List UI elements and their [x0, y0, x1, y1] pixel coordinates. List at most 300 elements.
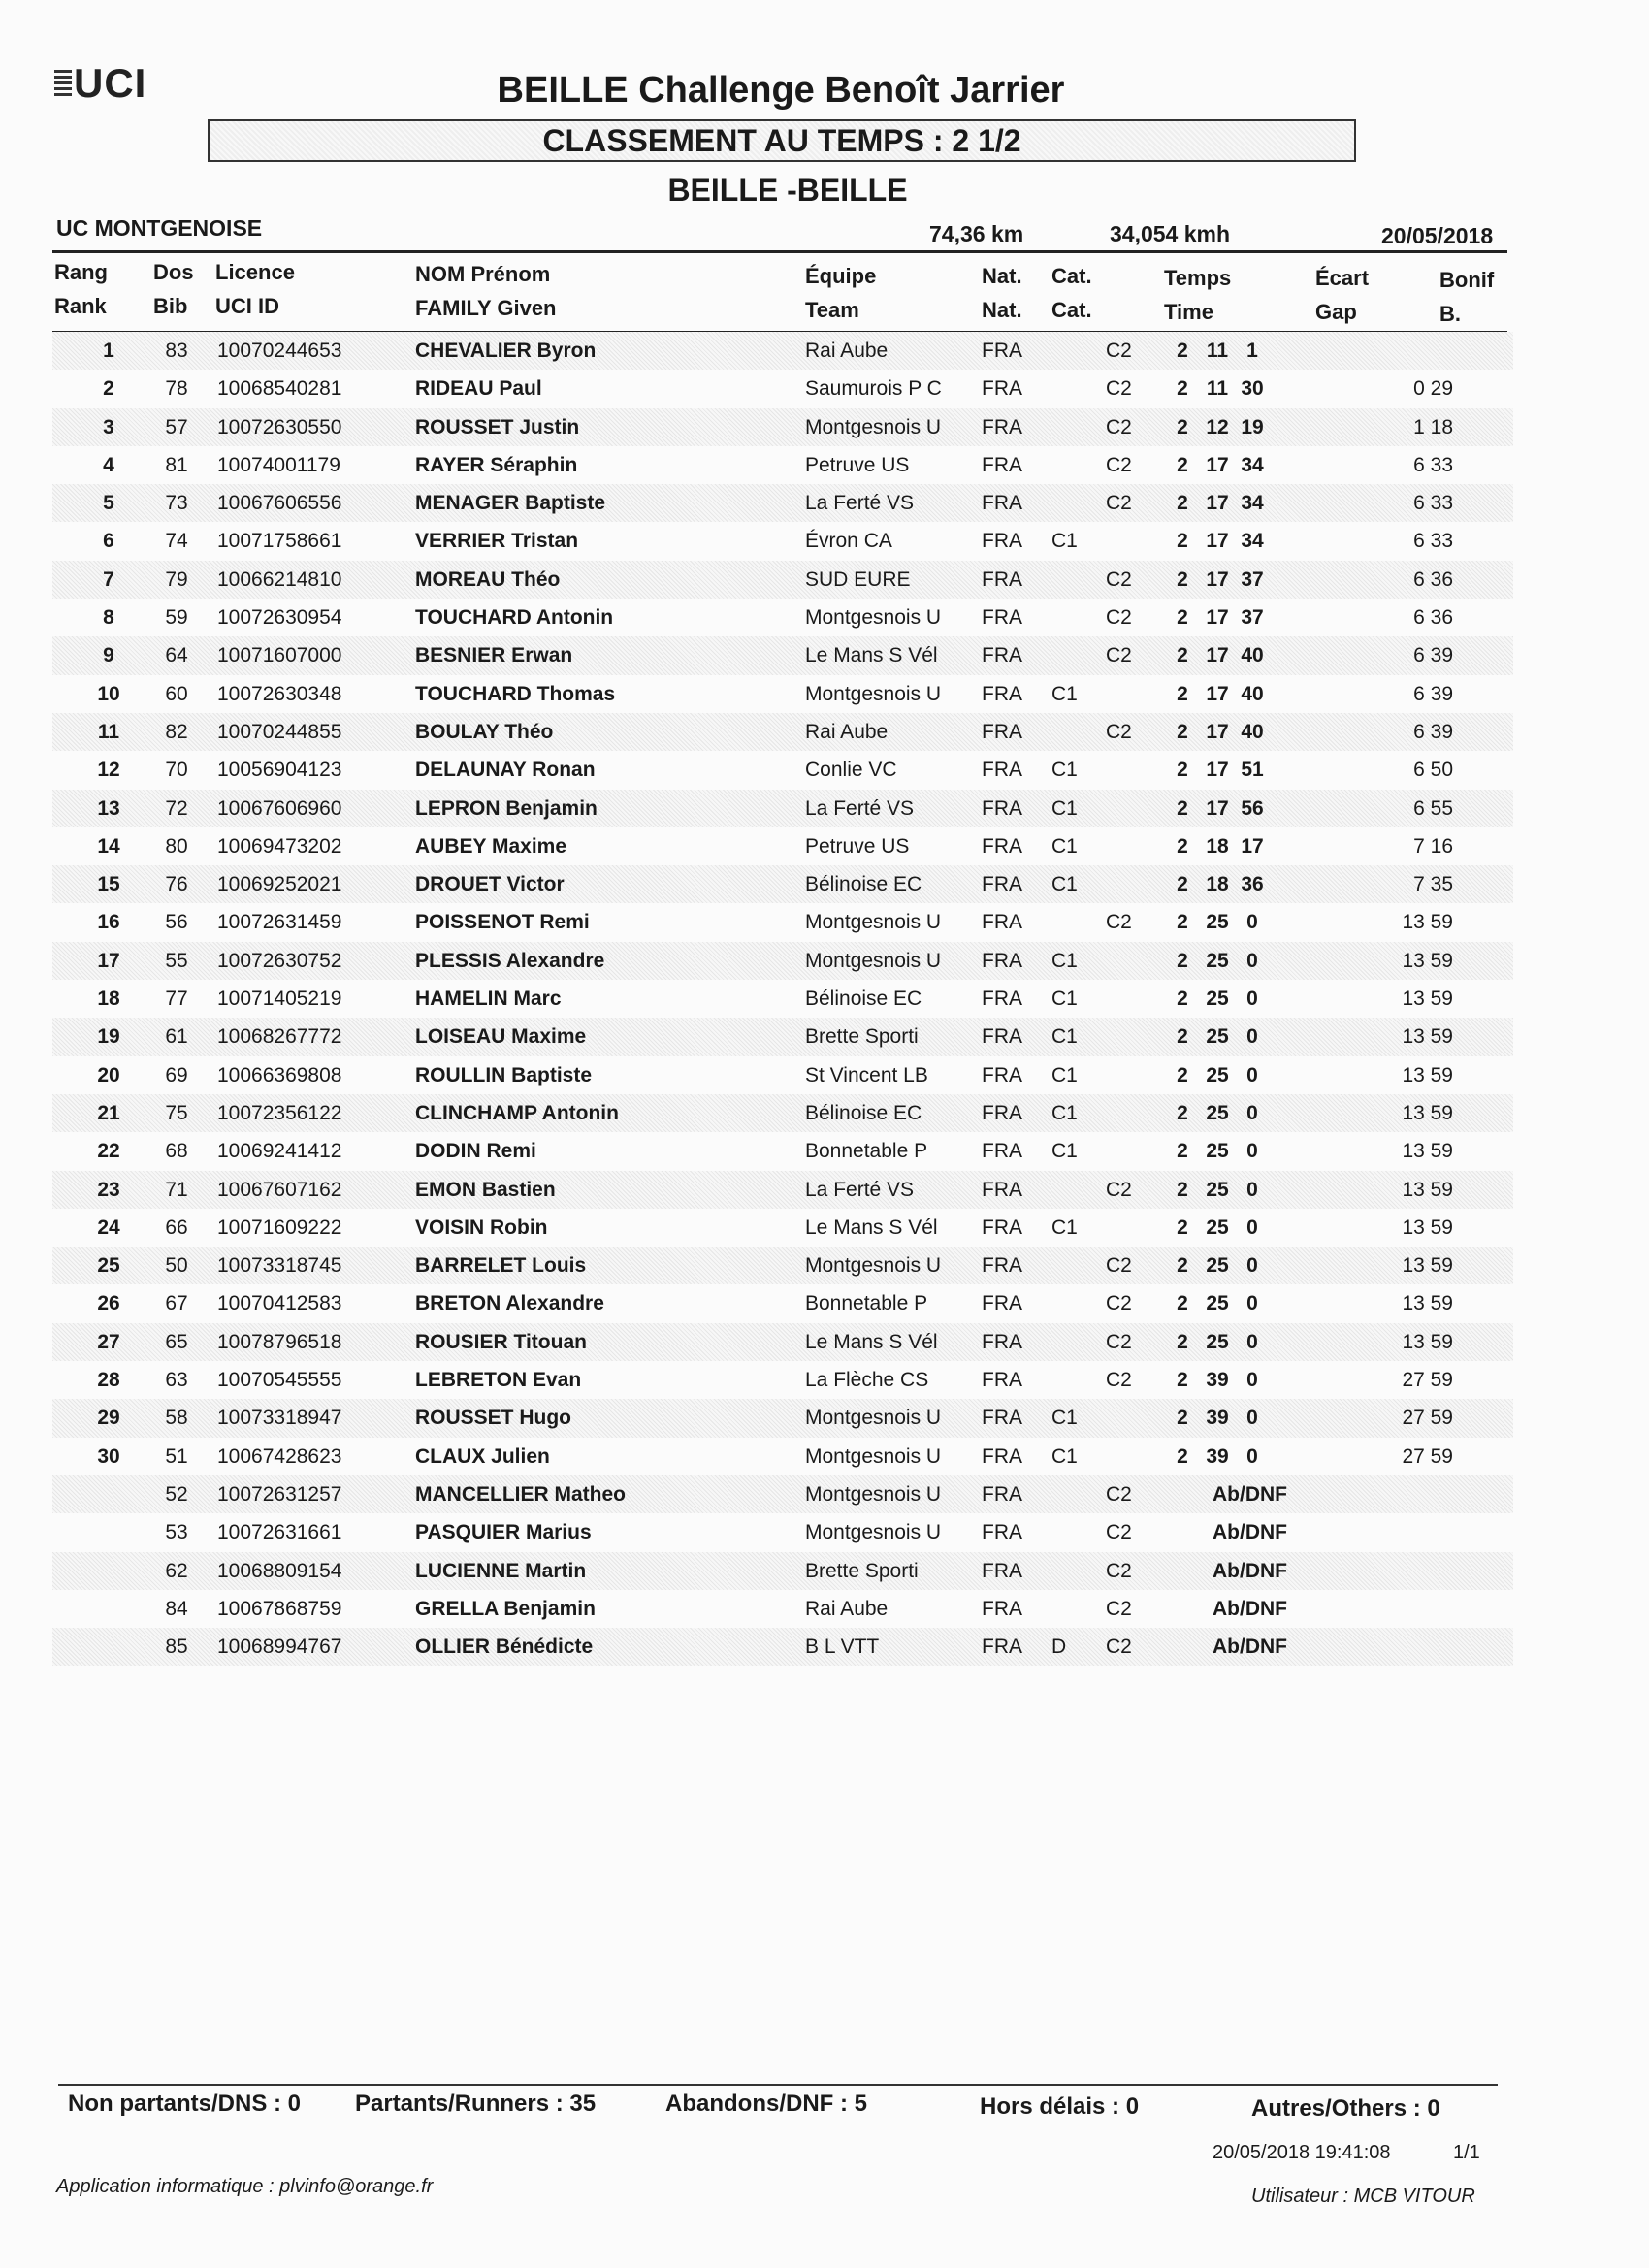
licence-cell: 10067868759 — [217, 1597, 342, 1620]
nationality-cell: FRA — [982, 377, 1022, 401]
time-seconds: 56 — [1241, 796, 1264, 820]
rank-cell: 18 — [97, 988, 120, 1011]
col-name-en: FAMILY Given — [415, 296, 557, 320]
time-seconds: 19 — [1241, 415, 1264, 438]
gap-cell: 27 59 — [1402, 1369, 1453, 1392]
time-hours: 2 — [1177, 682, 1188, 705]
gap-cell: 6 39 — [1413, 720, 1453, 743]
rider-name-cell: ROUSIER Titouan — [415, 1330, 587, 1353]
category-secondary-cell: C2 — [1106, 340, 1132, 362]
rank-cell: 2 — [103, 377, 114, 401]
category-primary-cell: C1 — [1051, 1025, 1078, 1049]
category-secondary-cell: C2 — [1106, 377, 1132, 401]
team-cell: Bonnetable P — [805, 1140, 928, 1163]
col-bonif-en: B. — [1439, 302, 1461, 326]
nationality-cell: FRA — [982, 1292, 1022, 1315]
team-cell: Le Mans S Vél — [805, 1330, 938, 1353]
bib-cell: 53 — [165, 1521, 188, 1544]
time-seconds: 17 — [1241, 834, 1264, 858]
gap-cell: 6 50 — [1413, 759, 1453, 782]
category-secondary-cell: C2 — [1106, 644, 1132, 667]
gap-cell: 13 59 — [1402, 1025, 1453, 1049]
time-minutes: 25 — [1206, 1063, 1229, 1086]
nationality-cell: FRA — [982, 682, 1022, 705]
table-row — [52, 522, 1513, 560]
rank-cell: 10 — [97, 682, 120, 705]
time-minutes: 11 — [1206, 377, 1229, 401]
category-secondary-cell: C2 — [1106, 1521, 1132, 1544]
table-row — [52, 1018, 1513, 1055]
licence-cell: 10069252021 — [217, 873, 342, 896]
licence-cell: 10070412583 — [217, 1292, 342, 1315]
team-cell: La Ferté VS — [805, 492, 915, 515]
team-cell: Montgesnois U — [805, 1444, 942, 1468]
category-primary-cell: C1 — [1051, 796, 1078, 820]
nationality-cell: FRA — [982, 1444, 1022, 1468]
table-row — [52, 1399, 1513, 1437]
time-minutes: 39 — [1206, 1407, 1229, 1430]
category-secondary-cell: C2 — [1106, 1636, 1132, 1659]
logo-text: UCI — [74, 60, 147, 106]
table-row — [52, 942, 1513, 980]
app-credit: Application informatique : plvinfo@orange.fr — [56, 2176, 434, 2197]
rider-name-cell: GRELLA Benjamin — [415, 1597, 596, 1620]
rider-name-cell: RAYER Séraphin — [415, 453, 578, 476]
gap-cell: 1 18 — [1413, 415, 1453, 438]
licence-cell: 10072630752 — [217, 949, 342, 972]
time-seconds: 40 — [1241, 644, 1264, 667]
table-row — [52, 599, 1513, 636]
table-row — [52, 790, 1513, 827]
category-primary-cell: C1 — [1051, 1140, 1078, 1163]
rider-name-cell: MOREAU Théo — [415, 567, 561, 591]
time-status: Ab/DNF — [1212, 1521, 1287, 1544]
rider-name-cell: VOISIN Robin — [415, 1215, 548, 1239]
team-cell: Petruve US — [805, 453, 910, 476]
rank-cell: 22 — [97, 1140, 120, 1163]
rider-name-cell: CHEVALIER Byron — [415, 340, 597, 362]
time-minutes: 25 — [1206, 911, 1229, 934]
bib-cell: 69 — [165, 1063, 188, 1086]
table-row — [52, 1438, 1513, 1475]
bib-cell: 58 — [165, 1407, 188, 1430]
col-team-en: Team — [805, 298, 859, 322]
bib-cell: 78 — [165, 377, 188, 401]
rider-name-cell: AUBEY Maxime — [415, 834, 567, 858]
time-hours: 2 — [1177, 1330, 1188, 1353]
rider-name-cell: BARRELET Louis — [415, 1254, 587, 1278]
category-secondary-cell: C2 — [1106, 1482, 1132, 1506]
team-cell: La Ferté VS — [805, 796, 915, 820]
time-hours: 2 — [1177, 1025, 1188, 1049]
gap-cell: 6 33 — [1413, 492, 1453, 515]
page-title: BEILLE Challenge Benoît Jarrier — [497, 70, 1065, 111]
category-secondary-cell: C2 — [1106, 567, 1132, 591]
team-cell: Montgesnois U — [805, 1521, 942, 1544]
table-row — [52, 1171, 1513, 1209]
rank-cell: 4 — [103, 453, 114, 476]
col-gap-fr: Écart — [1315, 266, 1370, 290]
time-hours: 2 — [1177, 720, 1188, 743]
licence-cell: 10073318947 — [217, 1407, 342, 1430]
rider-name-cell: HAMELIN Marc — [415, 988, 562, 1011]
category-primary-cell: C1 — [1051, 759, 1078, 782]
nationality-cell: FRA — [982, 796, 1022, 820]
col-bib-fr: Dos — [153, 260, 194, 284]
rank-cell: 12 — [97, 759, 120, 782]
table-row — [52, 1056, 1513, 1094]
col-nat-fr: Nat. — [982, 264, 1022, 288]
time-seconds: 34 — [1241, 453, 1264, 476]
rank-cell: 23 — [97, 1178, 120, 1201]
gap-cell: 13 59 — [1402, 1215, 1453, 1239]
bib-cell: 60 — [165, 682, 188, 705]
nationality-cell: FRA — [982, 1636, 1022, 1659]
time-seconds: 34 — [1241, 530, 1264, 553]
time-hours: 2 — [1177, 1369, 1188, 1392]
bib-cell: 76 — [165, 873, 188, 896]
race-date: 20/05/2018 — [1381, 223, 1494, 248]
licence-cell: 10068994767 — [217, 1636, 342, 1659]
bib-cell: 56 — [165, 911, 188, 934]
time-hours: 2 — [1177, 759, 1188, 782]
gap-cell: 27 59 — [1402, 1407, 1453, 1430]
category-primary-cell: C1 — [1051, 834, 1078, 858]
time-seconds: 0 — [1246, 1444, 1258, 1468]
time-seconds: 0 — [1246, 1178, 1258, 1201]
nationality-cell: FRA — [982, 1178, 1022, 1201]
category-secondary-cell: C2 — [1106, 1369, 1132, 1392]
time-hours: 2 — [1177, 1101, 1188, 1124]
licence-cell: 10070244855 — [217, 720, 342, 743]
time-hours: 2 — [1177, 873, 1188, 896]
race-distance: 74,36 km — [929, 221, 1024, 246]
table-row — [52, 1590, 1513, 1628]
time-minutes: 25 — [1206, 1140, 1229, 1163]
gap-cell: 13 59 — [1402, 988, 1453, 1011]
nationality-cell: FRA — [982, 1254, 1022, 1278]
time-hours: 2 — [1177, 1215, 1188, 1239]
gap-cell: 13 59 — [1402, 1330, 1453, 1353]
table-row — [52, 1475, 1513, 1513]
table-row — [52, 827, 1513, 865]
rider-name-cell: TOUCHARD Thomas — [415, 682, 616, 705]
bib-cell: 52 — [165, 1482, 188, 1506]
bib-cell: 55 — [165, 949, 188, 972]
category-secondary-cell: C2 — [1106, 1559, 1132, 1582]
table-row — [52, 1513, 1513, 1551]
team-cell: La Ferté VS — [805, 1178, 915, 1201]
table-row — [52, 408, 1513, 446]
rank-cell: 7 — [103, 567, 114, 591]
table-row — [52, 370, 1513, 407]
rider-name-cell: EMON Bastien — [415, 1178, 556, 1201]
team-cell: Montgesnois U — [805, 911, 942, 934]
time-status: Ab/DNF — [1212, 1482, 1287, 1506]
rank-cell: 16 — [97, 911, 120, 934]
category-primary-cell: C1 — [1051, 1407, 1078, 1430]
time-seconds: 0 — [1246, 1292, 1258, 1315]
nationality-cell: FRA — [982, 1063, 1022, 1086]
rank-cell: 19 — [97, 1025, 120, 1049]
rider-name-cell: DODIN Remi — [415, 1140, 536, 1163]
rank-cell: 1 — [103, 340, 114, 362]
category-primary-cell: C1 — [1051, 1063, 1078, 1086]
nationality-cell: FRA — [982, 988, 1022, 1011]
rank-cell: 28 — [97, 1369, 120, 1392]
licence-cell: 10074001179 — [217, 453, 340, 476]
rank-cell: 3 — [103, 415, 114, 438]
team-cell: Bélinoise EC — [805, 1101, 922, 1124]
nationality-cell: FRA — [982, 1407, 1022, 1430]
team-cell: Montgesnois U — [805, 1254, 942, 1278]
col-time-en: Time — [1164, 300, 1213, 324]
time-minutes: 25 — [1206, 1025, 1229, 1049]
col-bib-en: Bib — [153, 294, 188, 318]
bib-cell: 81 — [165, 453, 188, 476]
category-secondary-cell: C2 — [1106, 1330, 1132, 1353]
table-row — [52, 332, 1513, 370]
gap-cell: 6 55 — [1413, 796, 1453, 820]
rider-name-cell: MANCELLIER Matheo — [415, 1482, 626, 1506]
team-cell: Montgesnois U — [805, 682, 942, 705]
time-minutes: 17 — [1206, 759, 1229, 782]
time-hours: 2 — [1177, 1292, 1188, 1315]
team-cell: Le Mans S Vél — [805, 644, 938, 667]
rank-cell: 27 — [97, 1330, 120, 1353]
time-minutes: 17 — [1206, 796, 1229, 820]
team-cell: Montgesnois U — [805, 606, 942, 630]
licence-cell: 10071405219 — [217, 988, 342, 1011]
table-row — [52, 561, 1513, 599]
nationality-cell: FRA — [982, 1330, 1022, 1353]
licence-cell: 10072630954 — [217, 606, 342, 630]
time-hours: 2 — [1177, 1444, 1188, 1468]
nationality-cell: FRA — [982, 1025, 1022, 1049]
team-cell: St Vincent LB — [805, 1063, 928, 1086]
category-primary-cell: C1 — [1051, 1101, 1078, 1124]
time-minutes: 18 — [1206, 834, 1229, 858]
table-row — [52, 484, 1513, 522]
licence-cell: 10068540281 — [217, 377, 342, 401]
licence-cell: 10068267772 — [217, 1025, 342, 1049]
nationality-cell: FRA — [982, 911, 1022, 934]
rank-cell: 21 — [97, 1101, 120, 1124]
time-hours: 2 — [1177, 644, 1188, 667]
time-seconds: 37 — [1241, 606, 1264, 630]
team-cell: Montgesnois U — [805, 1407, 942, 1430]
category-primary-cell: C1 — [1051, 1444, 1078, 1468]
time-hours: 2 — [1177, 492, 1188, 515]
gap-cell: 13 59 — [1402, 1292, 1453, 1315]
rider-name-cell: ROUSSET Hugo — [415, 1407, 571, 1430]
time-minutes: 17 — [1206, 720, 1229, 743]
table-row — [52, 1552, 1513, 1590]
licence-cell: 10067606556 — [217, 492, 342, 515]
time-seconds: 36 — [1241, 873, 1264, 896]
team-cell: Le Mans S Vél — [805, 1215, 938, 1239]
time-status: Ab/DNF — [1212, 1559, 1287, 1582]
gap-cell: 13 59 — [1402, 949, 1453, 972]
licence-cell: 10072631459 — [217, 911, 342, 934]
average-speed: 34,054 kmh — [1110, 221, 1231, 246]
col-gap-en: Gap — [1315, 300, 1357, 324]
licence-cell: 10073318745 — [217, 1254, 342, 1278]
dns-count: Non partants/DNS : 0 — [68, 2090, 302, 2117]
gap-cell: 6 33 — [1413, 453, 1453, 476]
time-status: Ab/DNF — [1212, 1636, 1287, 1659]
nationality-cell: FRA — [982, 340, 1022, 362]
time-minutes: 25 — [1206, 1254, 1229, 1278]
rank-cell: 8 — [103, 606, 114, 630]
time-seconds: 0 — [1246, 988, 1258, 1011]
category-primary-cell: D — [1051, 1636, 1067, 1659]
team-cell: Montgesnois U — [805, 949, 942, 972]
time-hours: 2 — [1177, 415, 1188, 438]
time-hours: 2 — [1177, 988, 1188, 1011]
time-hours: 2 — [1177, 1140, 1188, 1163]
table-row — [52, 1132, 1513, 1170]
team-cell: SUD EURE — [805, 567, 911, 591]
gap-cell: 13 59 — [1402, 1101, 1453, 1124]
bib-cell: 64 — [165, 644, 188, 667]
licence-cell: 10067606960 — [217, 796, 342, 820]
licence-cell: 10072630550 — [217, 415, 342, 438]
licence-cell: 10070545555 — [217, 1369, 342, 1392]
nationality-cell: FRA — [982, 530, 1022, 553]
gap-cell: 13 59 — [1402, 1178, 1453, 1201]
time-seconds: 0 — [1246, 1101, 1258, 1124]
team-cell: La Flèche CS — [805, 1369, 929, 1392]
gap-cell: 13 59 — [1402, 1140, 1453, 1163]
table-row — [52, 751, 1513, 789]
col-licence-en: UCI ID — [215, 294, 279, 318]
time-hours: 2 — [1177, 377, 1188, 401]
team-cell: Conlie VC — [805, 759, 897, 782]
nationality-cell: FRA — [982, 720, 1022, 743]
time-hours: 2 — [1177, 567, 1188, 591]
licence-cell: 10072630348 — [217, 682, 342, 705]
rider-name-cell: PLESSIS Alexandre — [415, 949, 605, 972]
time-hours: 2 — [1177, 834, 1188, 858]
time-minutes: 39 — [1206, 1369, 1229, 1392]
bib-cell: 73 — [165, 492, 188, 515]
team-cell: Rai Aube — [805, 720, 889, 743]
rider-name-cell: VERRIER Tristan — [415, 530, 579, 553]
gap-cell: 7 16 — [1413, 834, 1453, 858]
nationality-cell: FRA — [982, 1482, 1022, 1506]
team-cell: Saumurois P C — [805, 377, 942, 401]
stage-name: BEILLE -BEILLE — [667, 173, 908, 208]
rider-name-cell: ROULLIN Baptiste — [415, 1063, 593, 1086]
time-hours: 2 — [1177, 949, 1188, 972]
table-row — [52, 1323, 1513, 1361]
rank-cell: 14 — [97, 834, 120, 858]
time-minutes: 25 — [1206, 949, 1229, 972]
team-cell: Montgesnois U — [805, 415, 942, 438]
col-time-fr: Temps — [1164, 266, 1232, 290]
table-row — [52, 980, 1513, 1018]
gap-cell: 6 39 — [1413, 682, 1453, 705]
nationality-cell: FRA — [982, 567, 1022, 591]
category-primary-cell: C1 — [1051, 949, 1078, 972]
nationality-cell: FRA — [982, 1369, 1022, 1392]
category-secondary-cell: C2 — [1106, 720, 1132, 743]
licence-cell: 10067607162 — [217, 1178, 342, 1201]
licence-cell: 10071607000 — [217, 644, 342, 667]
table-row — [52, 675, 1513, 713]
gap-cell: 27 59 — [1402, 1444, 1453, 1468]
col-rank-fr: Rang — [54, 260, 108, 284]
time-minutes: 17 — [1206, 530, 1229, 553]
team-cell: Rai Aube — [805, 340, 889, 362]
category-secondary-cell: C2 — [1106, 1597, 1132, 1620]
time-seconds: 0 — [1246, 1215, 1258, 1239]
classification-subtitle: CLASSEMENT AU TEMPS : 2 1/2 — [208, 119, 1356, 162]
bib-cell: 71 — [165, 1178, 188, 1201]
nationality-cell: FRA — [982, 492, 1022, 515]
time-seconds: 0 — [1246, 949, 1258, 972]
table-row — [52, 1628, 1513, 1666]
category-secondary-cell: C2 — [1106, 1254, 1132, 1278]
licence-cell: 10067428623 — [217, 1444, 342, 1468]
hors-delais-count: Hors délais : 0 — [980, 2093, 1140, 2120]
bib-cell: 57 — [165, 415, 188, 438]
time-status: Ab/DNF — [1212, 1597, 1287, 1620]
rider-name-cell: ROUSSET Justin — [415, 415, 580, 438]
rider-name-cell: BESNIER Erwan — [415, 644, 573, 667]
category-secondary-cell: C2 — [1106, 415, 1132, 438]
licence-cell: 10071758661 — [217, 530, 342, 553]
bib-cell: 50 — [165, 1254, 188, 1278]
bib-cell: 79 — [165, 567, 188, 591]
nationality-cell: FRA — [982, 834, 1022, 858]
bib-cell: 68 — [165, 1140, 188, 1163]
time-hours: 2 — [1177, 1063, 1188, 1086]
licence-cell: 10072631257 — [217, 1482, 342, 1506]
gap-cell: 13 59 — [1402, 1063, 1453, 1086]
dnf-count: Abandons/DNF : 5 — [665, 2090, 867, 2117]
nationality-cell: FRA — [982, 453, 1022, 476]
time-seconds: 0 — [1246, 1140, 1258, 1163]
results-table — [52, 332, 1513, 1666]
licence-cell: 10071609222 — [217, 1215, 342, 1239]
team-cell: Bélinoise EC — [805, 873, 922, 896]
table-row — [52, 1247, 1513, 1284]
rank-cell: 9 — [103, 644, 114, 667]
bib-cell: 51 — [165, 1444, 188, 1468]
time-hours: 2 — [1177, 911, 1188, 934]
runners-count: Partants/Runners : 35 — [355, 2090, 597, 2117]
nationality-cell: FRA — [982, 1101, 1022, 1124]
table-row — [52, 1094, 1513, 1132]
nationality-cell: FRA — [982, 644, 1022, 667]
table-row — [52, 1361, 1513, 1399]
team-cell: Brette Sporti — [805, 1559, 919, 1582]
bib-cell: 77 — [165, 988, 188, 1011]
time-minutes: 25 — [1206, 1330, 1229, 1353]
time-minutes: 17 — [1206, 682, 1229, 705]
rank-cell: 6 — [103, 530, 114, 553]
col-bonif-fr: Bonif — [1439, 268, 1495, 292]
nationality-cell: FRA — [982, 1215, 1022, 1239]
licence-cell: 10069241412 — [217, 1140, 342, 1163]
rank-cell: 29 — [97, 1407, 120, 1430]
gap-cell: 0 29 — [1413, 377, 1453, 401]
rank-cell: 5 — [103, 492, 114, 515]
bib-cell: 65 — [165, 1330, 188, 1353]
gap-cell: 13 59 — [1402, 1254, 1453, 1278]
